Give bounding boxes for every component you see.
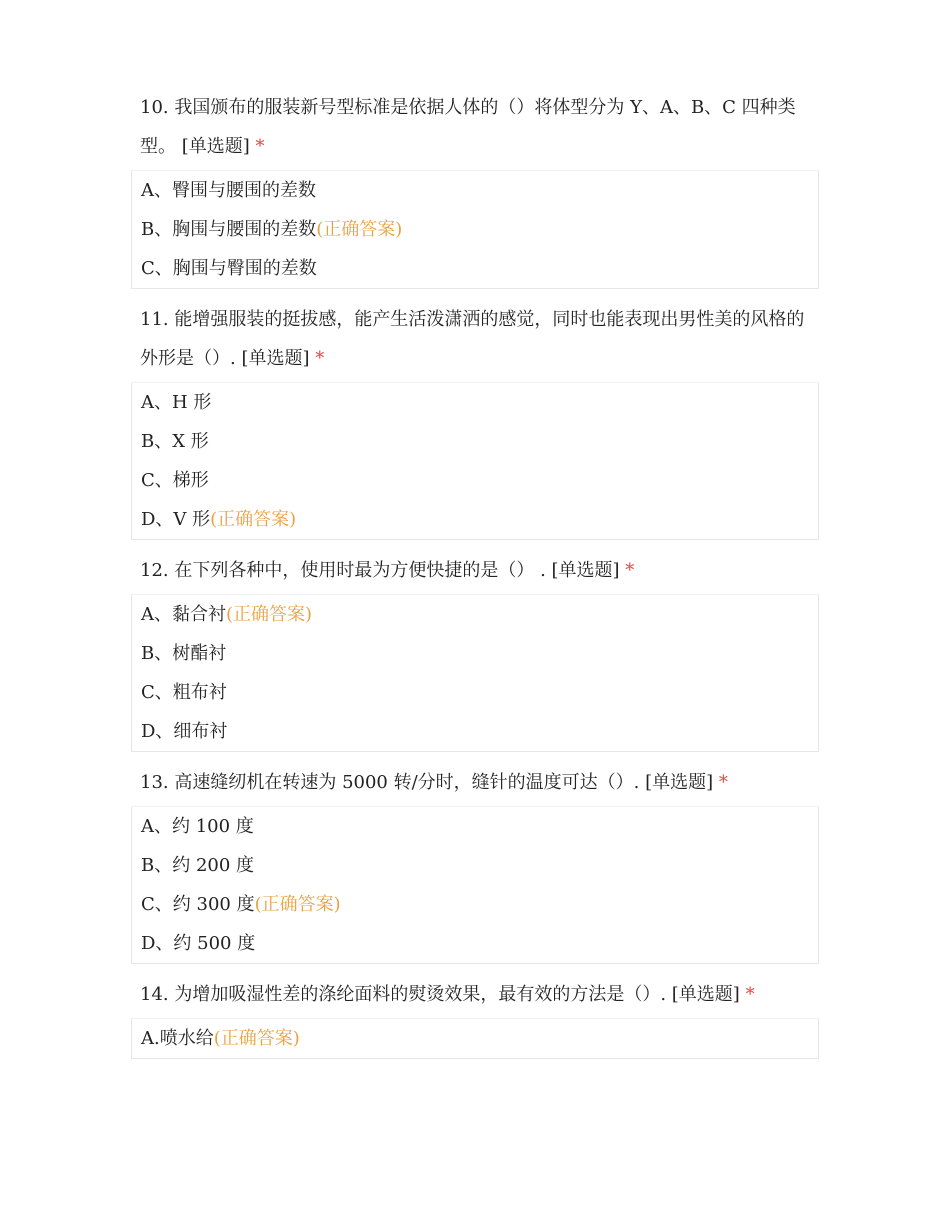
option-item: C、梯形 xyxy=(141,470,209,491)
required-mark: * xyxy=(315,348,325,369)
correct-answer-tag: (正确答案) xyxy=(226,604,313,625)
option-list xyxy=(131,806,819,964)
questionnaire-page xyxy=(131,88,819,1070)
option-item: B、胸围与腰围的差数(正确答案) xyxy=(141,219,403,240)
option-item: C、胸围与臀围的差数 xyxy=(141,258,317,279)
option-item: A.喷水给(正确答案) xyxy=(141,1028,300,1049)
option-item: A、臀围与腰围的差数 xyxy=(141,180,316,201)
correct-answer-tag: (正确答案) xyxy=(316,219,403,240)
required-mark: * xyxy=(255,136,265,157)
required-mark: * xyxy=(745,984,755,1005)
option-list xyxy=(131,382,819,540)
option-item: A、黏合衬(正确答案) xyxy=(141,604,313,625)
question-title: 10. 我国颁布的服装新号型标准是依据人体的（）将体型分为 Y、A、B、C 四种类型。 [单选题] * xyxy=(140,97,796,157)
option-item: D、约 500 度 xyxy=(141,933,256,954)
question-title: 13. 高速缝纫机在转速为 5000 转/分时，缝针的温度可达（）. [单选题] * xyxy=(140,772,728,793)
option-list xyxy=(131,1018,819,1059)
option-item: B、X 形 xyxy=(141,431,209,452)
correct-answer-tag: (正确答案) xyxy=(210,509,297,530)
required-mark: * xyxy=(625,560,635,581)
option-list xyxy=(131,170,819,289)
option-item: A、H 形 xyxy=(141,392,212,413)
required-mark: * xyxy=(718,772,728,793)
question-title: 12. 在下列各种中，使用时最为方便快捷的是（） . [单选题] * xyxy=(140,560,635,581)
option-item: C、约 300 度(正确答案) xyxy=(141,894,341,915)
question-title: 11. 能增强服装的挺拔感，能产生活泼潇洒的感觉，同时也能表现出男性美的风格的外形是（）. [单选题] * xyxy=(140,309,805,369)
question-11 xyxy=(131,300,819,540)
question-title: 14. 为增加吸湿性差的涤纶面料的熨烫效果，最有效的方法是（）. [单选题] * xyxy=(140,984,755,1005)
option-item: A、约 100 度 xyxy=(141,816,254,837)
option-item: C、粗布衬 xyxy=(141,682,227,703)
question-10 xyxy=(131,88,819,289)
option-item: D、V 形(正确答案) xyxy=(141,509,297,530)
correct-answer-tag: (正确答案) xyxy=(213,1028,300,1049)
question-14 xyxy=(131,975,819,1059)
option-item: B、约 200 度 xyxy=(141,855,255,876)
option-item: D、细布衬 xyxy=(141,721,228,742)
option-list xyxy=(131,594,819,752)
question-13 xyxy=(131,763,819,964)
correct-answer-tag: (正确答案) xyxy=(254,894,341,915)
option-item: B、树酯衬 xyxy=(141,643,227,664)
question-12 xyxy=(131,551,819,752)
